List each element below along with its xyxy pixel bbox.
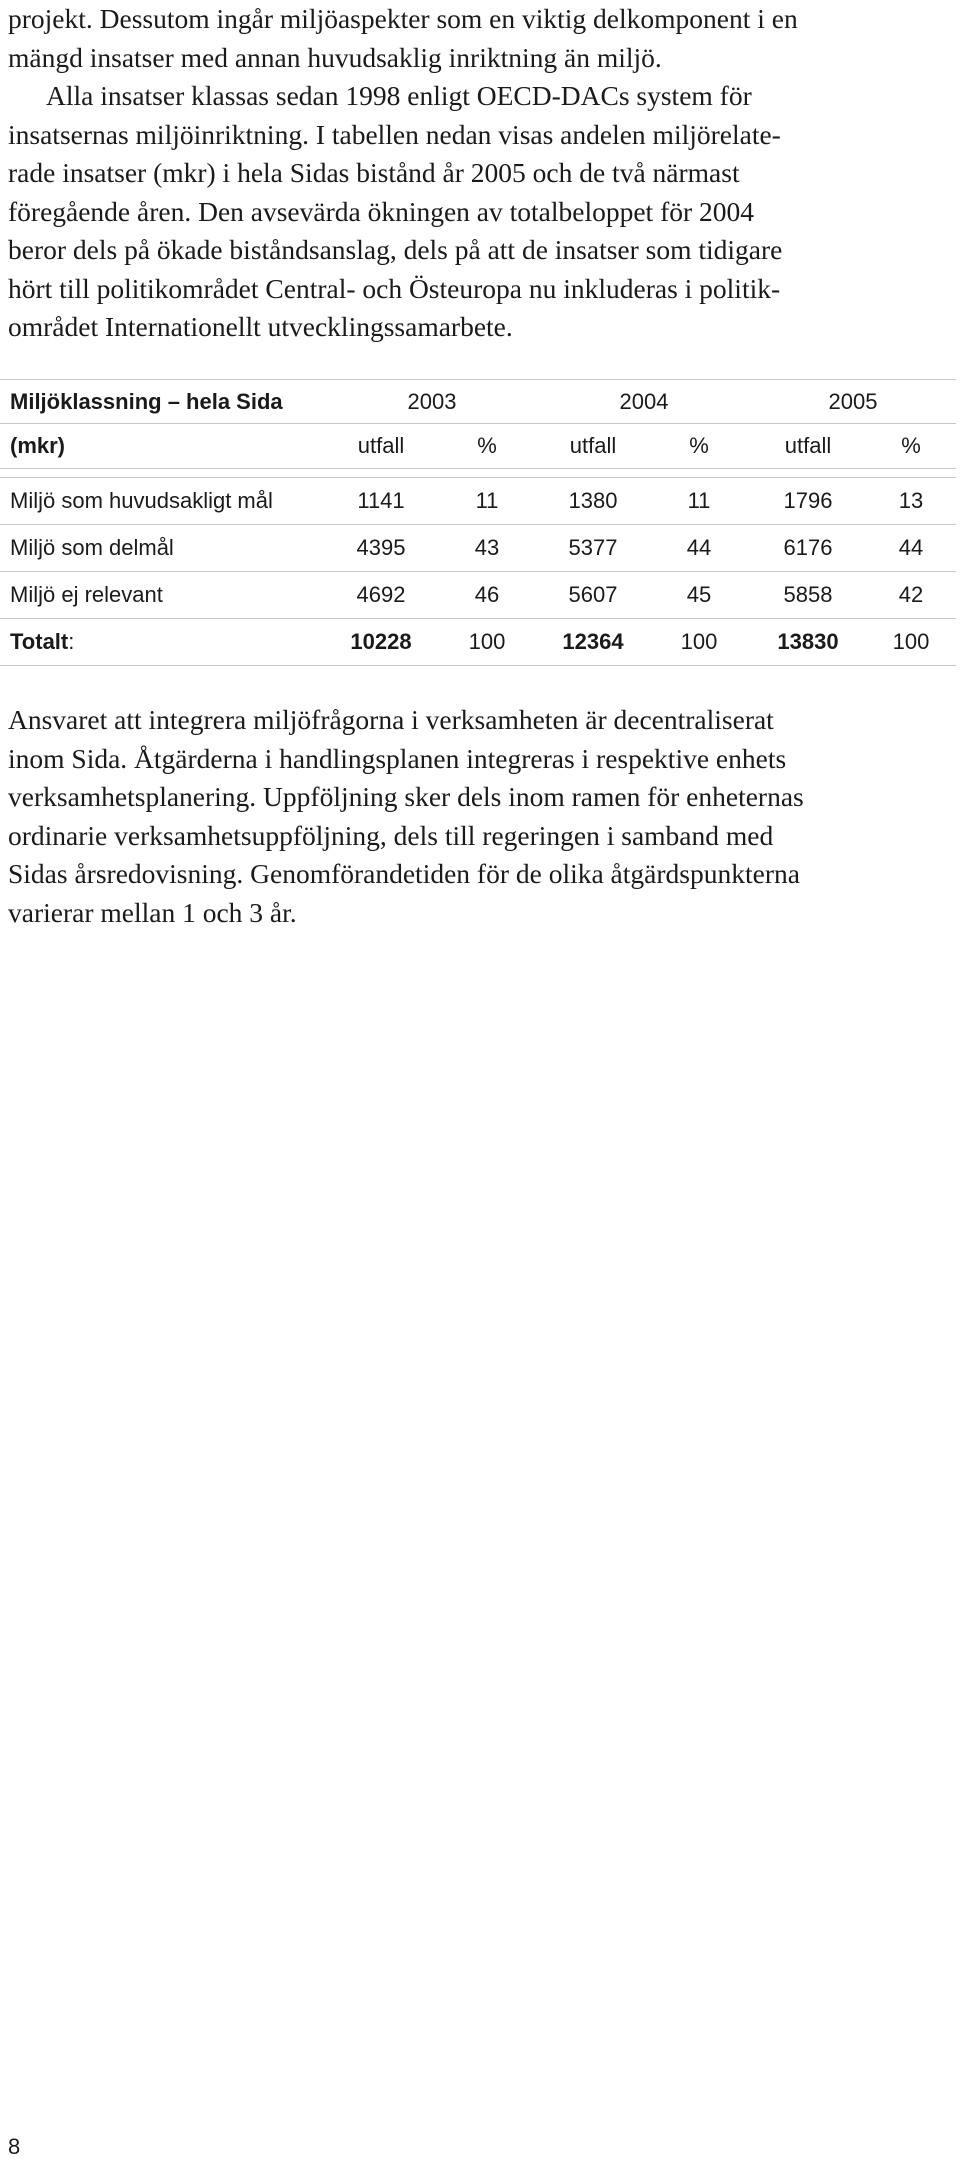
subheader-cell: utfall [538, 424, 648, 469]
total-label [0, 619, 326, 666]
table-row [0, 478, 956, 525]
text-line: föregående åren. Den avsevärda ökningen av totalbeloppet för 2004 [8, 195, 755, 227]
table-cell: 44 [866, 525, 956, 572]
table-cell: 11 [648, 478, 750, 525]
table-title: Miljöklassning – hela Sida [0, 380, 326, 424]
table-cell: 4692 [326, 572, 436, 619]
body-paragraph-3 [8, 701, 948, 932]
row-label: Miljö som delmål [0, 525, 326, 572]
subheader-cell: % [866, 424, 956, 469]
subheader-cell: utfall [326, 424, 436, 469]
body-paragraph-1 [8, 0, 948, 347]
text-line: Ansvaret att integrera miljöfrågorna i verksamheten är decentraliserat [8, 704, 774, 735]
text-line: hört till politikområdet Central- och Östeuropa nu inkluderas i politik- [8, 272, 781, 304]
total-cell: 100 [436, 619, 538, 666]
text-line: varierar mellan 1 och 3 år. [8, 896, 297, 928]
page-number: 8 [8, 2134, 21, 2159]
environment-classification-table [0, 379, 956, 666]
text-line: Sidas årsredovisning. Genomförandetiden för de olika åtgärdspunkterna [8, 858, 800, 889]
table-cell: 42 [866, 572, 956, 619]
text-line: verksamhetsplanering. Uppföljning sker dels inom ramen för enheternas [8, 781, 804, 812]
table-spacer-row [0, 469, 956, 478]
year-2005-header: 2005 [750, 380, 956, 424]
table-row [0, 525, 956, 572]
table-subheader-row [0, 424, 956, 469]
subheader-cell: utfall [750, 424, 866, 469]
table-total-row [0, 619, 956, 666]
text-line: området Internationellt utvecklingssamarbete. [8, 311, 513, 342]
total-label-text: Totalt [10, 629, 69, 654]
text-line: Alla insatser klassas sedan 1998 enligt OECD-DACs system för [46, 80, 752, 111]
text-line: ordinarie verksamhetsuppföljning, dels till regeringen i samband med [8, 819, 774, 851]
total-cell: 10228 [326, 619, 436, 666]
row-label: Miljö som huvudsakligt mål [0, 478, 326, 525]
text-line: projekt. Dessutom ingår miljöaspekter som en viktig delkomponent i en [8, 3, 798, 34]
text-line: insatsernas miljöinriktning. I tabellen nedan visas andelen miljörelate- [8, 118, 781, 150]
table-cell: 4395 [326, 525, 436, 572]
table-cell: 11 [436, 478, 538, 525]
text-line: mängd insatser med annan huvudsaklig inriktning än miljö. [8, 41, 662, 73]
row-label: Miljö ej relevant [0, 572, 326, 619]
text-line: rade insatser (mkr) i hela Sidas bistånd år 2005 och de två närmast [8, 157, 740, 188]
table-cell: 45 [648, 572, 750, 619]
subheader-cell: % [436, 424, 538, 469]
table-cell: 5607 [538, 572, 648, 619]
table-cell: 1796 [750, 478, 866, 525]
table-cell: 6176 [750, 525, 866, 572]
table-cell: 1141 [326, 478, 436, 525]
table-unit-label: (mkr) [0, 424, 326, 469]
table-cell: 13 [866, 478, 956, 525]
table-cell: 5858 [750, 572, 866, 619]
subheader-cell: % [648, 424, 750, 469]
table-row [0, 572, 956, 619]
total-cell: 100 [866, 619, 956, 666]
table-cell: 5377 [538, 525, 648, 572]
total-cell: 100 [648, 619, 750, 666]
table-header-row [0, 380, 956, 424]
text-line: inom Sida. Åtgärderna i handlingsplanen integreras i respektive enhets [8, 742, 787, 774]
text-line: beror dels på ökade biståndsanslag, dels på att de insatser som tidigare [8, 234, 783, 265]
total-label-colon: : [68, 629, 75, 654]
total-cell: 12364 [538, 619, 648, 666]
table-cell: 43 [436, 525, 538, 572]
table-cell: 44 [648, 525, 750, 572]
table-cell: 1380 [538, 478, 648, 525]
table-cell: 46 [436, 572, 538, 619]
total-cell: 13830 [750, 619, 866, 666]
year-2003-header: 2003 [326, 380, 538, 424]
year-2004-header: 2004 [538, 380, 750, 424]
